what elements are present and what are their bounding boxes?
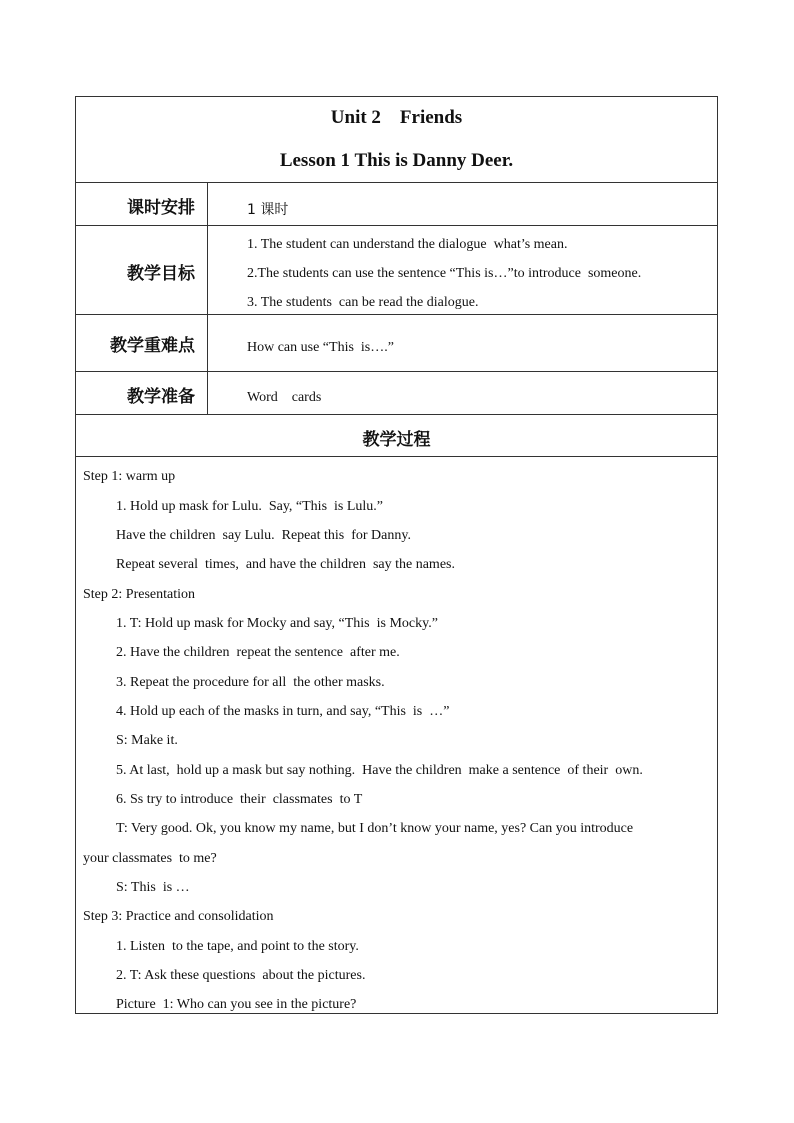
schedule-value: 1 课时 [247, 202, 289, 218]
title-row [76, 97, 717, 183]
preparation-value: Word cards [247, 390, 322, 405]
lesson-title: Lesson 1 This is Danny Deer. [279, 150, 514, 171]
objective-item: 2.The students can use the sentence “This is…”to introduce someone. [247, 266, 642, 281]
process-line: 2. T: Ask these questions about the pictures. [116, 968, 366, 983]
process-line: 6. Ss try to introduce their classmates to T [116, 792, 363, 807]
lesson-plan-table [75, 96, 718, 1014]
preparation-label-cell [76, 372, 208, 414]
step-heading: Step 1: warm up [83, 469, 176, 484]
process-line: T: Very good. Ok, you know my name, but I don’t know your name, yes? Can you introduce [116, 821, 634, 836]
step-heading: Step 3: Practice and consolidation [83, 909, 274, 924]
process-line: Repeat several times, and have the children say the names. [116, 557, 455, 572]
process-line: 2. Have the children repeat the sentence after me. [116, 645, 400, 660]
schedule-row [76, 183, 717, 226]
schedule-label: 课时安排 [127, 198, 195, 218]
schedule-label-cell [76, 183, 208, 225]
key-points-value: How can use “This is….” [247, 340, 394, 355]
unit-title: Unit 2 Friends [330, 107, 463, 128]
process-line: 3. Repeat the procedure for all the other masks. [116, 675, 385, 690]
key-points-label: 教学重难点 [110, 336, 195, 356]
key-points-label-cell [76, 315, 208, 371]
objectives-row [76, 226, 717, 315]
objectives-label-cell [76, 226, 208, 314]
process-line: S: Make it. [116, 733, 178, 748]
process-title: 教学过程 [362, 430, 431, 450]
process-header-row [76, 415, 717, 457]
key-points-row [76, 315, 717, 372]
process-line: Have the children say Lulu. Repeat this for Danny. [116, 528, 411, 543]
objective-item: 3. The students can be read the dialogue. [247, 295, 479, 310]
process-line: 1. T: Hold up mask for Mocky and say, “This is Mocky.” [116, 616, 438, 631]
process-line: 1. Listen to the tape, and point to the story. [116, 939, 359, 954]
preparation-label: 教学准备 [127, 387, 195, 407]
process-line: Picture 1: Who can you see in the picture? [116, 997, 357, 1012]
process-line: 4. Hold up each of the masks in turn, and say, “This is …” [116, 704, 450, 719]
step-heading: Step 2: Presentation [83, 587, 195, 602]
process-line: your classmates to me? [83, 851, 217, 866]
objective-item: 1. The student can understand the dialogue what’s mean. [247, 237, 568, 252]
objectives-label: 教学目标 [127, 264, 195, 284]
preparation-row [76, 372, 717, 415]
process-line: 5. At last, hold up a mask but say nothing. Have the children make a sentence of their own. [116, 763, 643, 778]
process-line: 1. Hold up mask for Lulu. Say, “This is Lulu.” [116, 499, 384, 514]
process-line: S: This is … [116, 880, 190, 895]
